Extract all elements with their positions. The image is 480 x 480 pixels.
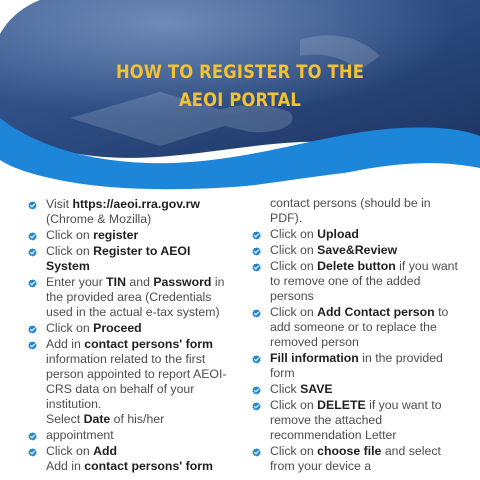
step-emphasis: Upload bbox=[317, 227, 359, 241]
page-title-line-2: AEOI PORTAL bbox=[178, 89, 302, 111]
check-badge-icon bbox=[28, 232, 37, 241]
step-item bbox=[28, 197, 228, 227]
step-item bbox=[252, 227, 462, 242]
step-text: Click on bbox=[270, 305, 318, 320]
step-item bbox=[252, 398, 462, 443]
step-text: to add someone or to replace the removed person bbox=[270, 305, 449, 349]
step-emphasis: register bbox=[93, 228, 139, 243]
step-text: contact persons (should be in PDF). bbox=[270, 196, 431, 225]
step-emphasis: Proceed bbox=[93, 321, 142, 336]
step-text: and bbox=[125, 275, 154, 290]
step-item bbox=[28, 459, 228, 474]
step-text: Click on bbox=[46, 444, 94, 458]
step-text: (Chrome & Mozilla) bbox=[46, 212, 152, 227]
step-text: Click on bbox=[270, 259, 318, 274]
step-item bbox=[252, 444, 462, 474]
check-badge-icon bbox=[28, 432, 37, 441]
step-item bbox=[28, 428, 228, 443]
step-text: Click bbox=[270, 382, 301, 396]
step-item bbox=[252, 382, 462, 397]
step-text: Click on bbox=[46, 244, 94, 259]
step-emphasis: contact persons' form bbox=[84, 337, 213, 352]
check-badge-icon bbox=[28, 448, 37, 457]
step-text: in the provided form bbox=[270, 351, 443, 380]
step-text: Select bbox=[46, 411, 84, 426]
step-emphasis: Add bbox=[93, 444, 118, 458]
check-badge-icon bbox=[252, 355, 261, 364]
step-emphasis: Password bbox=[153, 275, 212, 290]
step-text: if you want to remove the attached recommendation Letter bbox=[270, 398, 442, 442]
step-emphasis: Delete button bbox=[317, 259, 396, 274]
step-text: Add in bbox=[46, 337, 85, 352]
check-badge-icon bbox=[252, 448, 261, 457]
step-item bbox=[28, 412, 228, 427]
check-badge-icon bbox=[252, 263, 261, 272]
step-text: in the provided area (Credentials used in the actual e-tax system) bbox=[46, 275, 225, 320]
step-text: Enter your bbox=[46, 275, 107, 290]
step-emphasis: contact persons' form bbox=[84, 458, 213, 473]
step-emphasis: Add Contact person bbox=[317, 305, 435, 320]
step-emphasis: Save&Review bbox=[317, 243, 398, 258]
step-text: appointment bbox=[46, 427, 114, 442]
step-text: information related to the first person appointed to report AEOI-CRS data on behalf of your institution. bbox=[46, 352, 227, 411]
step-text: Click on bbox=[270, 444, 318, 458]
step-item bbox=[252, 305, 462, 350]
step-emphasis: SAVE bbox=[300, 382, 333, 396]
step-item bbox=[28, 275, 228, 320]
step-item bbox=[28, 321, 228, 336]
check-badge-icon bbox=[252, 402, 261, 411]
check-badge-icon bbox=[28, 279, 37, 288]
check-badge-icon bbox=[252, 309, 261, 318]
check-badge-icon bbox=[28, 341, 37, 350]
check-badge-icon bbox=[28, 325, 37, 334]
step-emphasis: choose file bbox=[317, 444, 382, 458]
step-item bbox=[28, 244, 228, 274]
check-badge-icon bbox=[28, 248, 37, 257]
steps-list-left bbox=[28, 196, 228, 474]
step-item bbox=[28, 337, 228, 412]
step-emphasis: TIN bbox=[106, 275, 126, 290]
step-text: of his/her bbox=[110, 411, 165, 426]
step-text: Visit bbox=[46, 197, 73, 212]
step-text: Click on bbox=[46, 228, 94, 243]
step-emphasis: DELETE bbox=[317, 398, 366, 413]
step-text: Click on bbox=[270, 227, 318, 241]
step-emphasis: https://aeoi.rra.gov.rw bbox=[72, 197, 200, 212]
step-text: and select from your device a bbox=[270, 444, 441, 473]
step-item bbox=[28, 228, 228, 243]
step-text: Click on bbox=[270, 398, 318, 413]
step-item bbox=[28, 444, 228, 459]
step-text: Click on bbox=[270, 243, 318, 258]
step-text: Add in bbox=[46, 458, 85, 473]
step-item bbox=[252, 196, 462, 226]
step-emphasis: Fill information bbox=[270, 351, 359, 365]
step-text: Click on bbox=[46, 321, 94, 336]
step-item bbox=[252, 351, 462, 381]
step-item bbox=[252, 259, 462, 304]
step-emphasis: Register to AEOI System bbox=[46, 244, 191, 274]
page-title-line-1: HOW TO REGISTER TO THE bbox=[115, 61, 365, 83]
step-item bbox=[252, 243, 462, 258]
hero-banner bbox=[0, 0, 480, 200]
step-text: if you want to remove one of the added persons bbox=[270, 259, 458, 303]
check-badge-icon bbox=[252, 231, 261, 240]
steps-list-right bbox=[252, 196, 462, 474]
step-emphasis: Date bbox=[83, 411, 111, 426]
check-badge-icon bbox=[252, 386, 261, 395]
check-badge-icon bbox=[28, 201, 37, 210]
check-badge-icon bbox=[252, 247, 261, 256]
